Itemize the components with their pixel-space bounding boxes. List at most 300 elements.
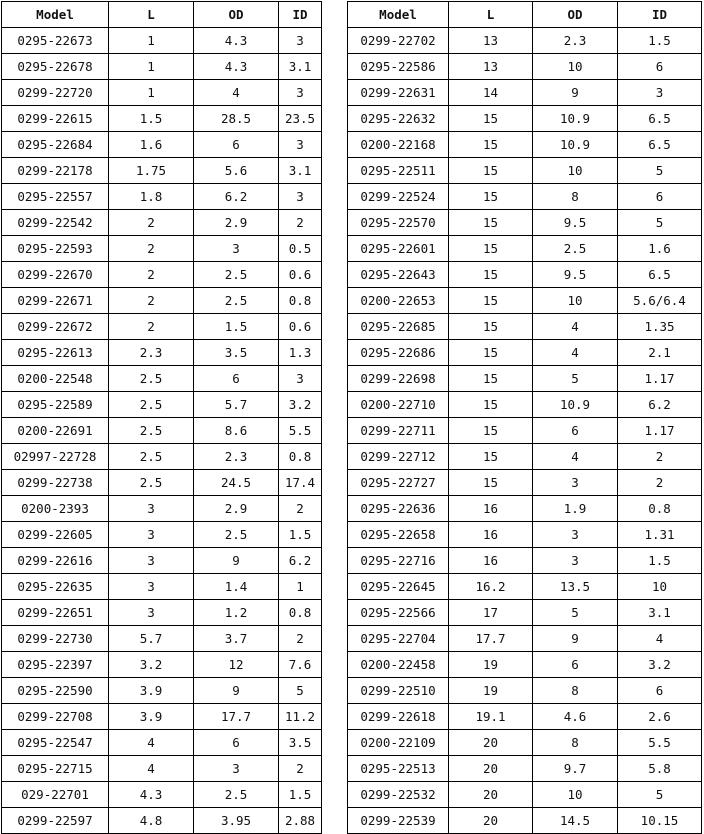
cell-od: 2.5: [194, 522, 279, 548]
cell-od: 13.5: [533, 574, 618, 600]
table-row: [2, 600, 322, 626]
cell-model: 0299-22708: [2, 704, 109, 730]
cell-od: 2.5: [533, 236, 618, 262]
cell-model: 0299-22532: [348, 782, 449, 808]
cell-od: 10: [533, 54, 618, 80]
header-model: Model: [2, 2, 109, 28]
cell-od: 9: [194, 548, 279, 574]
table-row: [348, 652, 702, 678]
cell-od: 17.7: [194, 704, 279, 730]
cell-id: 1.5: [279, 782, 322, 808]
table-row: [2, 548, 322, 574]
cell-model: 0295-22685: [348, 314, 449, 340]
cell-od: 6: [533, 418, 618, 444]
table-row: [2, 730, 322, 756]
cell-id: 3.2: [618, 652, 702, 678]
table-row: [2, 106, 322, 132]
table-row: [348, 158, 702, 184]
cell-id: 10: [618, 574, 702, 600]
header-id: ID: [618, 2, 702, 28]
cell-id: 2.88: [279, 808, 322, 834]
cell-l: 4: [109, 730, 194, 756]
table-row: [348, 184, 702, 210]
cell-id: 5.8: [618, 756, 702, 782]
cell-od: 3: [533, 548, 618, 574]
table-row: [348, 600, 702, 626]
table-row: [2, 626, 322, 652]
cell-l: 4.8: [109, 808, 194, 834]
table-row: [348, 210, 702, 236]
cell-od: 5.6: [194, 158, 279, 184]
cell-l: 5.7: [109, 626, 194, 652]
cell-l: 17: [449, 600, 533, 626]
cell-id: 1: [279, 574, 322, 600]
cell-od: 9.7: [533, 756, 618, 782]
cell-id: 5.6/6.4: [618, 288, 702, 314]
cell-od: 2.9: [194, 496, 279, 522]
table-row: [348, 548, 702, 574]
cell-id: 3.1: [618, 600, 702, 626]
cell-id: 5: [279, 678, 322, 704]
cell-id: 7.6: [279, 652, 322, 678]
cell-od: 9.5: [533, 262, 618, 288]
cell-l: 2: [109, 236, 194, 262]
table-row: [2, 756, 322, 782]
cell-id: 1.31: [618, 522, 702, 548]
cell-id: 1.3: [279, 340, 322, 366]
table-row: [348, 418, 702, 444]
cell-l: 19.1: [449, 704, 533, 730]
table-row: [2, 184, 322, 210]
cell-id: 2: [279, 626, 322, 652]
cell-id: 0.8: [279, 288, 322, 314]
table-row: [2, 704, 322, 730]
cell-model: 0299-22631: [348, 80, 449, 106]
cell-od: 24.5: [194, 470, 279, 496]
cell-l: 2.5: [109, 366, 194, 392]
cell-od: 9: [533, 80, 618, 106]
cell-model: 0299-22730: [2, 626, 109, 652]
table-row: [348, 236, 702, 262]
cell-l: 15: [449, 210, 533, 236]
table-row: [348, 574, 702, 600]
cell-id: 2.6: [618, 704, 702, 730]
cell-od: 9: [533, 626, 618, 652]
cell-id: 3: [279, 184, 322, 210]
cell-id: 6.5: [618, 106, 702, 132]
cell-model: 0299-22605: [2, 522, 109, 548]
cell-l: 16: [449, 548, 533, 574]
table-row: [348, 470, 702, 496]
spec-table-right: [347, 1, 702, 834]
cell-model: 0295-22658: [348, 522, 449, 548]
cell-l: 17.7: [449, 626, 533, 652]
table-row: [2, 132, 322, 158]
table-row: [2, 366, 322, 392]
cell-id: 6: [618, 678, 702, 704]
cell-od: 3: [533, 522, 618, 548]
cell-l: 15: [449, 444, 533, 470]
table-row: [348, 782, 702, 808]
table-row: [2, 158, 322, 184]
table-row: [2, 808, 322, 834]
table-row: [2, 28, 322, 54]
cell-model: 0295-22511: [348, 158, 449, 184]
cell-od: 4.3: [194, 54, 279, 80]
cell-id: 3: [279, 28, 322, 54]
cell-l: 16: [449, 496, 533, 522]
cell-id: 17.4: [279, 470, 322, 496]
cell-od: 1.4: [194, 574, 279, 600]
table-row: [348, 132, 702, 158]
table-row: [348, 392, 702, 418]
cell-od: 3: [194, 236, 279, 262]
cell-id: 6: [618, 184, 702, 210]
cell-id: 0.6: [279, 262, 322, 288]
cell-model: 0295-22635: [2, 574, 109, 600]
cell-id: 0.8: [279, 444, 322, 470]
cell-model: 0299-22702: [348, 28, 449, 54]
cell-od: 8: [533, 184, 618, 210]
cell-od: 3.95: [194, 808, 279, 834]
cell-id: 0.8: [618, 496, 702, 522]
spec-table-left: [1, 1, 322, 834]
cell-id: 1.17: [618, 418, 702, 444]
cell-l: 15: [449, 366, 533, 392]
cell-id: 23.5: [279, 106, 322, 132]
cell-l: 2: [109, 314, 194, 340]
cell-od: 10.9: [533, 106, 618, 132]
cell-od: 3.5: [194, 340, 279, 366]
cell-od: 3.7: [194, 626, 279, 652]
cell-id: 1.35: [618, 314, 702, 340]
cell-od: 6: [194, 366, 279, 392]
table-row: [348, 28, 702, 54]
cell-model: 0200-22109: [348, 730, 449, 756]
cell-l: 2.5: [109, 470, 194, 496]
cell-l: 2.3: [109, 340, 194, 366]
cell-model: 0295-22704: [348, 626, 449, 652]
table-body: [348, 28, 702, 834]
cell-l: 16: [449, 522, 533, 548]
cell-model: 0295-22586: [348, 54, 449, 80]
cell-model: 0299-22671: [2, 288, 109, 314]
header-model: Model: [348, 2, 449, 28]
cell-l: 15: [449, 470, 533, 496]
table-row: [2, 236, 322, 262]
cell-l: 15: [449, 340, 533, 366]
cell-l: 20: [449, 730, 533, 756]
cell-id: 6.5: [618, 262, 702, 288]
cell-l: 15: [449, 106, 533, 132]
cell-id: 3.1: [279, 158, 322, 184]
cell-id: 2.1: [618, 340, 702, 366]
cell-id: 1.17: [618, 366, 702, 392]
cell-model: 0299-22672: [2, 314, 109, 340]
cell-od: 2.3: [533, 28, 618, 54]
cell-model: 0299-22711: [348, 418, 449, 444]
cell-l: 2.5: [109, 418, 194, 444]
cell-id: 11.2: [279, 704, 322, 730]
cell-od: 6: [194, 730, 279, 756]
cell-id: 5: [618, 158, 702, 184]
cell-model: 0200-2393: [2, 496, 109, 522]
cell-l: 15: [449, 158, 533, 184]
cell-od: 5.7: [194, 392, 279, 418]
cell-l: 19: [449, 678, 533, 704]
cell-model: 0299-22738: [2, 470, 109, 496]
cell-model: 0200-22710: [348, 392, 449, 418]
cell-l: 16.2: [449, 574, 533, 600]
table-row: [2, 444, 322, 470]
table-row: [2, 522, 322, 548]
table-row: [348, 288, 702, 314]
cell-model: 0299-22542: [2, 210, 109, 236]
cell-od: 6: [194, 132, 279, 158]
cell-model: 0299-22651: [2, 600, 109, 626]
table-row: [348, 704, 702, 730]
cell-model: 0299-22698: [348, 366, 449, 392]
cell-od: 8: [533, 678, 618, 704]
cell-model: 0295-22727: [348, 470, 449, 496]
cell-model: 0295-22570: [348, 210, 449, 236]
table-row: [2, 574, 322, 600]
cell-l: 1.6: [109, 132, 194, 158]
cell-l: 1: [109, 28, 194, 54]
cell-l: 20: [449, 756, 533, 782]
table-row: [348, 106, 702, 132]
table-row: [2, 392, 322, 418]
table-row: [348, 626, 702, 652]
cell-model: 0299-22712: [348, 444, 449, 470]
header-l: L: [109, 2, 194, 28]
cell-l: 1.8: [109, 184, 194, 210]
cell-od: 1.5: [194, 314, 279, 340]
cell-model: 0299-22670: [2, 262, 109, 288]
table-row: [348, 730, 702, 756]
cell-model: 0295-22590: [2, 678, 109, 704]
cell-model: 0295-22547: [2, 730, 109, 756]
cell-od: 4.6: [533, 704, 618, 730]
cell-model: 0295-22643: [348, 262, 449, 288]
cell-od: 2.3: [194, 444, 279, 470]
cell-od: 2.9: [194, 210, 279, 236]
cell-model: 0295-22715: [2, 756, 109, 782]
cell-model: 0295-22678: [2, 54, 109, 80]
cell-id: 3: [618, 80, 702, 106]
cell-id: 3.5: [279, 730, 322, 756]
header-row: [2, 2, 322, 28]
cell-l: 15: [449, 262, 533, 288]
cell-l: 4.3: [109, 782, 194, 808]
cell-l: 14: [449, 80, 533, 106]
table-row: [2, 288, 322, 314]
table-row: [2, 782, 322, 808]
cell-l: 3: [109, 496, 194, 522]
cell-id: 6: [618, 54, 702, 80]
cell-model: 0299-22510: [348, 678, 449, 704]
cell-l: 15: [449, 288, 533, 314]
table-row: [348, 756, 702, 782]
cell-id: 0.6: [279, 314, 322, 340]
cell-id: 6.2: [618, 392, 702, 418]
cell-od: 6: [533, 652, 618, 678]
cell-model: 0200-22653: [348, 288, 449, 314]
cell-l: 1: [109, 54, 194, 80]
cell-od: 1.2: [194, 600, 279, 626]
table-row: [2, 418, 322, 444]
cell-model: 0295-22636: [348, 496, 449, 522]
cell-od: 14.5: [533, 808, 618, 834]
cell-model: 02997-22728: [2, 444, 109, 470]
cell-model: 0295-22632: [348, 106, 449, 132]
cell-l: 1.5: [109, 106, 194, 132]
cell-id: 2: [279, 496, 322, 522]
cell-id: 1.5: [618, 548, 702, 574]
cell-od: 4: [194, 80, 279, 106]
table-row: [348, 54, 702, 80]
cell-od: 10.9: [533, 132, 618, 158]
table-row: [348, 314, 702, 340]
cell-od: 4.3: [194, 28, 279, 54]
cell-l: 2: [109, 210, 194, 236]
cell-model: 0295-22645: [348, 574, 449, 600]
cell-model: 0295-22397: [2, 652, 109, 678]
cell-od: 10: [533, 782, 618, 808]
cell-od: 2.5: [194, 262, 279, 288]
cell-model: 0299-22178: [2, 158, 109, 184]
table-row: [2, 54, 322, 80]
header-od: OD: [194, 2, 279, 28]
cell-l: 3.2: [109, 652, 194, 678]
cell-id: 0.5: [279, 236, 322, 262]
table-row: [2, 678, 322, 704]
table-row: [2, 80, 322, 106]
cell-od: 3: [533, 470, 618, 496]
cell-l: 3: [109, 600, 194, 626]
table-row: [348, 496, 702, 522]
cell-l: 15: [449, 314, 533, 340]
cell-l: 2.5: [109, 444, 194, 470]
cell-model: 0200-22458: [348, 652, 449, 678]
cell-id: 4: [618, 626, 702, 652]
cell-l: 15: [449, 392, 533, 418]
cell-l: 19: [449, 652, 533, 678]
cell-id: 3: [279, 366, 322, 392]
cell-model: 0295-22593: [2, 236, 109, 262]
cell-id: 2: [279, 756, 322, 782]
cell-od: 12: [194, 652, 279, 678]
cell-id: 2: [279, 210, 322, 236]
cell-id: 2: [618, 444, 702, 470]
table-row: [348, 262, 702, 288]
cell-od: 5: [533, 600, 618, 626]
cell-model: 0200-22548: [2, 366, 109, 392]
cell-model: 0299-22539: [348, 808, 449, 834]
cell-id: 2: [618, 470, 702, 496]
table-body: [2, 28, 322, 834]
cell-l: 3.9: [109, 704, 194, 730]
table-row: [348, 80, 702, 106]
cell-id: 5.5: [279, 418, 322, 444]
cell-od: 1.9: [533, 496, 618, 522]
cell-l: 1.75: [109, 158, 194, 184]
cell-id: 6.2: [279, 548, 322, 574]
table-row: [348, 366, 702, 392]
cell-od: 10: [533, 288, 618, 314]
cell-od: 9: [194, 678, 279, 704]
cell-l: 3.9: [109, 678, 194, 704]
cell-od: 8.6: [194, 418, 279, 444]
cell-l: 1: [109, 80, 194, 106]
cell-model: 0299-22524: [348, 184, 449, 210]
table-row: [2, 496, 322, 522]
cell-od: 4: [533, 444, 618, 470]
cell-id: 3: [279, 80, 322, 106]
cell-model: 0295-22716: [348, 548, 449, 574]
cell-l: 20: [449, 782, 533, 808]
table-row: [2, 314, 322, 340]
cell-l: 3: [109, 574, 194, 600]
cell-l: 13: [449, 54, 533, 80]
cell-id: 3: [279, 132, 322, 158]
cell-id: 5: [618, 210, 702, 236]
table-row: [2, 652, 322, 678]
cell-model: 0295-22686: [348, 340, 449, 366]
cell-id: 1.5: [279, 522, 322, 548]
cell-id: 10.15: [618, 808, 702, 834]
table-row: [2, 210, 322, 236]
header-id: ID: [279, 2, 322, 28]
cell-model: 0295-22613: [2, 340, 109, 366]
table-row: [2, 262, 322, 288]
cell-od: 4: [533, 314, 618, 340]
header-row: [348, 2, 702, 28]
cell-od: 9.5: [533, 210, 618, 236]
cell-id: 3.2: [279, 392, 322, 418]
cell-id: 3.1: [279, 54, 322, 80]
cell-model: 0295-22513: [348, 756, 449, 782]
cell-l: 2: [109, 262, 194, 288]
table-row: [348, 808, 702, 834]
cell-od: 5: [533, 366, 618, 392]
cell-model: 0299-22720: [2, 80, 109, 106]
cell-od: 4: [533, 340, 618, 366]
cell-od: 10.9: [533, 392, 618, 418]
table-row: [348, 340, 702, 366]
table-row: [348, 678, 702, 704]
cell-l: 3: [109, 548, 194, 574]
cell-l: 15: [449, 418, 533, 444]
cell-model: 0200-22168: [348, 132, 449, 158]
table-row: [348, 444, 702, 470]
cell-od: 10: [533, 158, 618, 184]
cell-id: 0.8: [279, 600, 322, 626]
cell-model: 0299-22616: [2, 548, 109, 574]
cell-id: 6.5: [618, 132, 702, 158]
table-row: [348, 522, 702, 548]
cell-l: 15: [449, 184, 533, 210]
cell-l: 2.5: [109, 392, 194, 418]
cell-l: 2: [109, 288, 194, 314]
cell-l: 15: [449, 236, 533, 262]
cell-model: 0299-22615: [2, 106, 109, 132]
cell-od: 28.5: [194, 106, 279, 132]
cell-model: 029-22701: [2, 782, 109, 808]
table-row: [2, 340, 322, 366]
cell-model: 0295-22566: [348, 600, 449, 626]
cell-id: 5: [618, 782, 702, 808]
